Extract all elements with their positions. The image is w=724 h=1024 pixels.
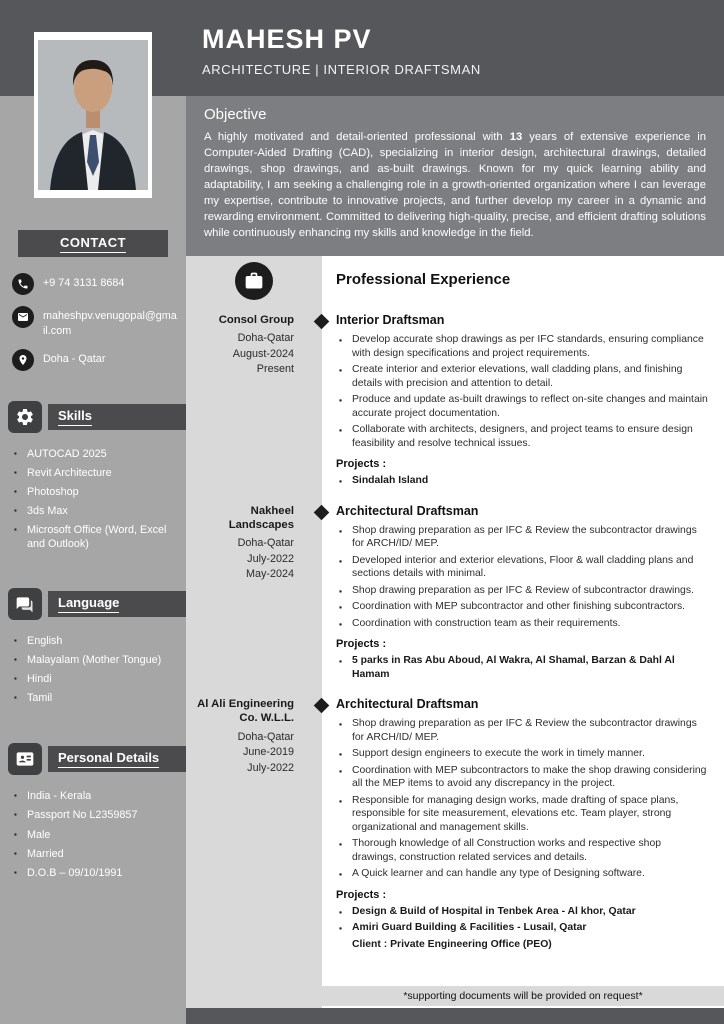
square-bullet-icon: ▪ <box>339 795 343 806</box>
list-item: ▪ Passport No L2359857 <box>14 809 138 822</box>
job-bullet: ▪ Responsible for managing design works, made drafting of space plans, responsible for site measurement, elevations etc. Team player, strong organizational and management skills. <box>336 794 708 835</box>
list-item: ▪ AUTOCAD 2025 <box>14 448 107 461</box>
contact-phone-row <box>12 273 178 295</box>
square-bullet-icon: ▪ <box>339 749 343 760</box>
experience-heading: Professional Experience <box>336 271 511 288</box>
square-bullet-icon: ▪ <box>14 525 17 535</box>
date-from: June-2019 <box>242 746 294 759</box>
personal-details-heading-bar <box>48 746 186 772</box>
project-item: ▪ 5 parks in Ras Abu Aboud, Al Wakra, Al Shamal, Barzan & Dahl Al Hamam <box>336 654 708 681</box>
language-heading-bar <box>48 591 186 617</box>
job-bullet: ▪ Shop drawing preparation as per IFC & Review of subcontractor drawings. <box>336 584 708 598</box>
contact-heading: CONTACT <box>60 235 126 253</box>
job-bullet: ▪ Thorough knowledge of all Construction works and respective shop drawings, construction related services and details. <box>336 837 708 864</box>
date-to: July-2022 <box>247 761 294 774</box>
company-name: Al Ali Engineering Co. W.L.L. <box>197 698 294 725</box>
square-bullet-icon: ▪ <box>339 425 343 436</box>
square-bullet-icon: ▪ <box>14 468 17 478</box>
square-bullet-icon: ▪ <box>339 839 343 850</box>
job-title: Interior Draftsman <box>336 313 445 327</box>
projects-label: Projects : <box>336 458 387 471</box>
header-subtitle: ARCHITECTURE | INTERIOR DRAFTSMAN <box>202 62 481 77</box>
language-heading: Language <box>58 595 119 613</box>
company-name: Consol Group <box>218 314 294 326</box>
list-item: ▪ English <box>14 635 63 648</box>
personal-details-heading: Personal Details <box>58 750 159 768</box>
date-from: August-2024 <box>232 347 294 360</box>
projects-block <box>336 638 708 681</box>
contact-email-row <box>12 306 178 338</box>
job-bullet: ▪ A Quick learner and can handle any type of Designing software. <box>336 867 708 881</box>
company-name: Nakheel Landscapes <box>228 504 294 531</box>
job-bullet: ▪ Shop drawing preparation as per IFC & Review the subcontractor drawings for ARCH/ID/ MEP. <box>336 524 708 551</box>
job-bullet: ▪ Shop drawing preparation as per IFC & Review the subcontractor drawings for ARCH/ID/ MEP. <box>336 717 708 744</box>
envelope-icon <box>12 306 34 328</box>
square-bullet-icon: ▪ <box>339 618 343 629</box>
job-bullet: ▪ Produce and update as-built drawings to reflect on-site changes and maintain accurate project documentation. <box>336 393 708 420</box>
square-bullet-icon: ▪ <box>339 365 343 376</box>
square-bullet-icon: ▪ <box>339 395 343 406</box>
email-address: maheshpv.venugopal@gmail.com <box>43 310 177 337</box>
square-bullet-icon: ▪ <box>14 655 17 665</box>
job-bullet: ▪ Developed interior and exterior elevations, Floor & wall cladding plans and sections details with minimal. <box>336 554 708 581</box>
job-bullet: ▪ Support design engineers to execute the work in timely manner. <box>336 747 708 761</box>
objective-bold-value: 13 <box>509 131 523 143</box>
square-bullet-icon: ▪ <box>14 506 17 516</box>
square-bullet-icon: ▪ <box>14 791 17 801</box>
square-bullet-icon: ▪ <box>14 674 17 684</box>
list-item: ▪ Tamil <box>14 692 53 705</box>
contact-section-header <box>18 230 168 257</box>
personal-details-list <box>0 775 186 879</box>
projects-label: Projects : <box>336 638 387 651</box>
square-bullet-icon: ▪ <box>14 848 17 858</box>
company-location: Doha-Qatar <box>237 730 294 743</box>
person-portrait-icon <box>38 36 148 194</box>
personal-details-section-header <box>8 743 186 775</box>
job-bullet: ▪ Develop accurate shop drawings as per IFC standards, ensuring compliance with design specifications and project requirements. <box>336 333 708 360</box>
phone-icon <box>12 273 34 295</box>
job-entry <box>186 504 724 685</box>
job-bullet: ▪ Coordination with construction team as their requirements. <box>336 617 708 631</box>
square-bullet-icon: ▪ <box>339 656 343 667</box>
phone-number: +9 74 3131 8684 <box>43 277 125 289</box>
list-item: ▪ Male <box>14 828 51 841</box>
square-bullet-icon: ▪ <box>339 765 343 776</box>
square-bullet-icon: ▪ <box>14 810 17 820</box>
skills-list <box>0 433 186 551</box>
square-bullet-icon: ▪ <box>14 867 17 877</box>
briefcase-icon <box>235 262 273 300</box>
projects-label: Projects : <box>336 888 387 901</box>
job-timeline-info <box>186 697 322 952</box>
square-bullet-icon: ▪ <box>339 335 343 345</box>
project-item: ▪ Sindalah Island <box>336 474 708 488</box>
job-bullet: ▪ Coordination with MEP subcontractors to make the shop drawing considering all the MEP items to avoid any discrepancy in the project. <box>336 764 708 791</box>
job-bullet: ▪ Collaborate with architects, designers, and project teams to ensure design feasibility and resolve technical issues. <box>336 423 708 450</box>
square-bullet-icon: ▪ <box>14 449 17 459</box>
profile-photo <box>34 32 152 198</box>
skills-heading-bar <box>48 404 186 430</box>
square-bullet-icon: ▪ <box>339 719 343 730</box>
list-item: ▪ Married <box>14 847 64 860</box>
square-bullet-icon: ▪ <box>14 487 17 497</box>
sidebar <box>0 96 186 1024</box>
main-content <box>186 256 724 1008</box>
job-bullet: ▪ Create interior and exterior elevations, wall cladding plans, and finishing details with precision and attention to detail. <box>336 363 708 390</box>
project-item: ▪ Design & Build of Hospital in Tenbek Area - Al khor, Qatar <box>336 905 708 919</box>
square-bullet-icon: ▪ <box>339 602 343 613</box>
date-to: Present <box>256 363 294 376</box>
job-title: Architectural Draftsman <box>336 503 479 518</box>
chat-bubbles-icon <box>8 588 42 620</box>
job-title: Architectural Draftsman <box>336 697 479 712</box>
list-item: ▪ D.O.B – 09/10/1991 <box>14 866 123 879</box>
job-timeline-info <box>186 504 322 685</box>
list-item: ▪ India - Kerala <box>14 790 92 803</box>
date-to: May-2024 <box>245 568 294 581</box>
footer-bar <box>186 1008 724 1024</box>
square-bullet-icon: ▪ <box>14 693 17 703</box>
company-location: Doha-Qatar <box>237 536 294 549</box>
job-entry <box>186 697 724 952</box>
square-bullet-icon: ▪ <box>339 525 343 536</box>
skills-heading: Skills <box>58 408 92 426</box>
location-text: Doha - Qatar <box>43 353 106 366</box>
date-from: July-2022 <box>247 552 294 565</box>
page-title: MAHESH PV <box>202 24 372 54</box>
list-item: ▪ Microsoft Office (Word, Excel and Outlook) <box>14 524 167 551</box>
footer-note: *supporting documents will be provided on request* <box>322 986 724 1006</box>
square-bullet-icon: ▪ <box>339 906 343 917</box>
square-bullet-icon: ▪ <box>339 923 343 934</box>
square-bullet-icon: ▪ <box>339 585 343 596</box>
list-item: ▪ Hindi <box>14 673 52 686</box>
list-item: ▪ Malayalam (Mother Tongue) <box>14 654 162 667</box>
square-bullet-icon: ▪ <box>14 636 17 646</box>
square-bullet-icon: ▪ <box>339 869 343 880</box>
list-item: ▪ Revit Architecture <box>14 467 112 480</box>
language-section-header <box>8 588 186 620</box>
projects-block <box>336 889 708 952</box>
objective-section <box>186 96 724 256</box>
list-item: ▪ 3ds Max <box>14 505 68 518</box>
contact-location-row <box>12 349 178 371</box>
list-item: ▪ Photoshop <box>14 486 79 499</box>
location-pin-icon <box>12 349 34 371</box>
project-client-line: Client : Private Engineering Office (PEO) <box>352 938 552 950</box>
gear-icon <box>8 401 42 433</box>
skills-section-header <box>8 401 186 433</box>
job-timeline-info <box>186 313 322 491</box>
experience-header-row <box>186 256 724 300</box>
project-item: ▪ Amiri Guard Building & Facilities - Lusail, Qatar <box>336 921 708 935</box>
job-entry <box>186 313 724 491</box>
square-bullet-icon: ▪ <box>339 555 343 566</box>
job-bullet: ▪ Coordination with MEP subcontractor and other finishing subcontractors. <box>336 600 708 614</box>
projects-block <box>336 458 708 488</box>
objective-heading: Objective <box>204 106 267 123</box>
objective-text: A highly motivated and detail-oriented professional with 13 years of extensive experience in Computer-Aided Drafting (CAD), specializing in interior design, architectural drawings, detailed drawings, shop drawings, and as-built drawings. Known for my quick learning ability and adaptability, I am seeking a challenging role in a growth-oriented organization where I can leverage my expertise, contribute to innovative projects, and further develop my career in a dynamic and rewarding environment. Committed to delivering high-quality, precise, and efficient drafting solutions while continuously enhancing my skills and knowledge in the field. <box>204 131 706 240</box>
language-list <box>0 620 186 705</box>
id-card-icon <box>8 743 42 775</box>
square-bullet-icon: ▪ <box>339 476 343 487</box>
contact-list <box>0 257 186 371</box>
company-location: Doha-Qatar <box>237 332 294 345</box>
square-bullet-icon: ▪ <box>14 829 17 839</box>
